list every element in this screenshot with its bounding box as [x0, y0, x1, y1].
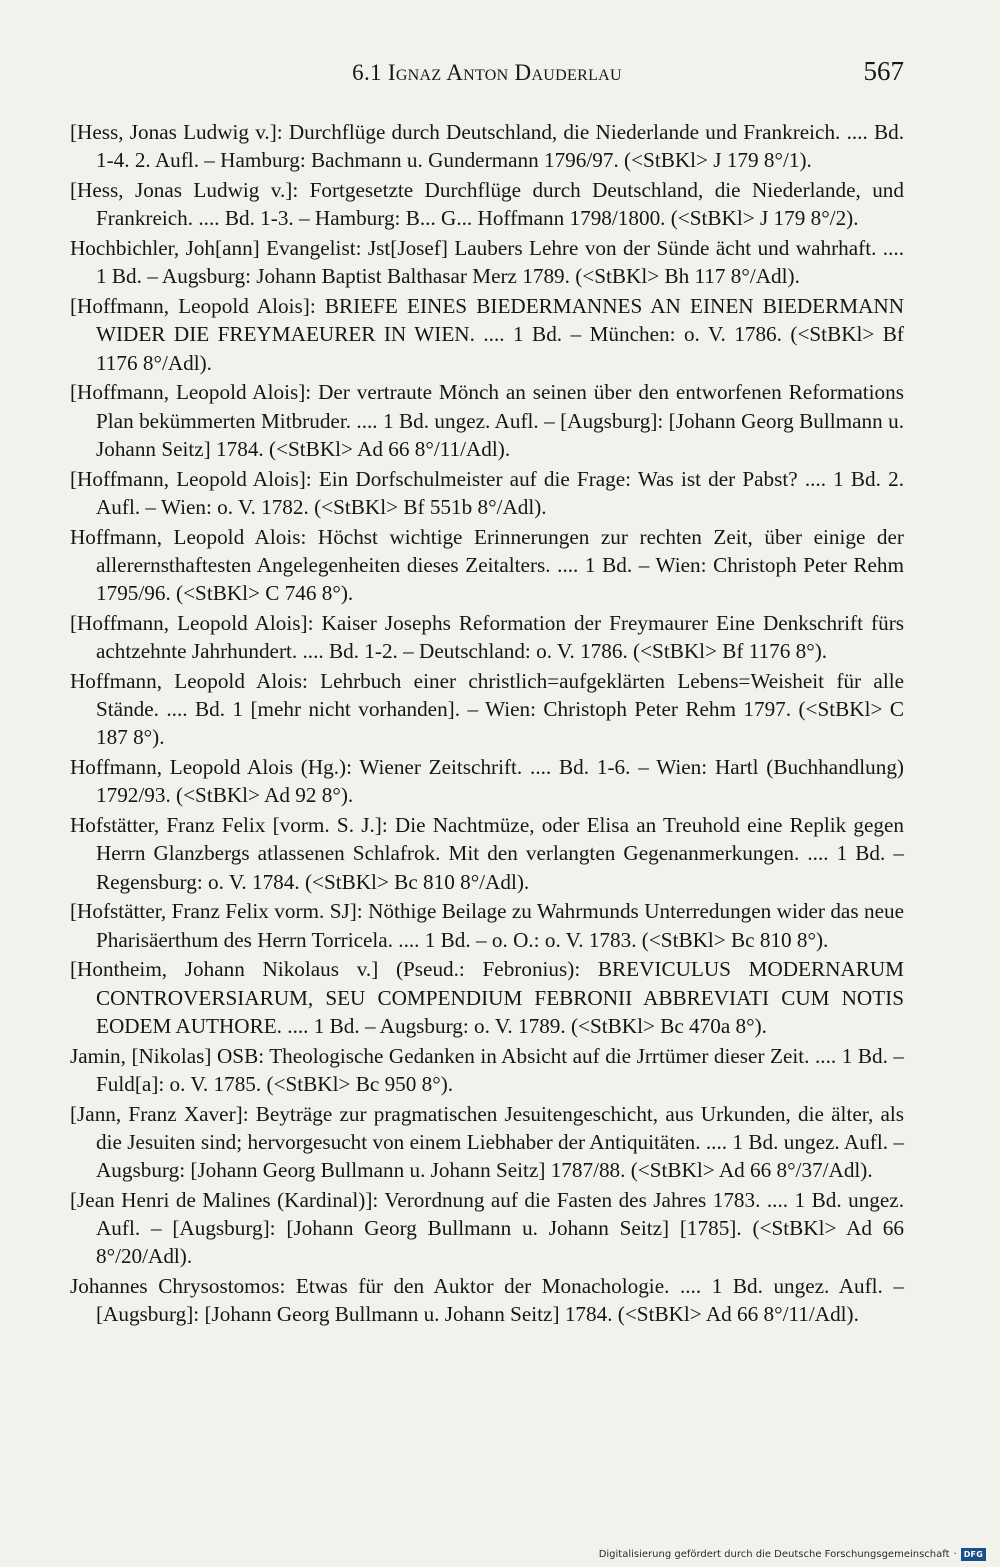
bibliography-list — [70, 118, 904, 1330]
section-title: Ignaz Anton Dauderlau — [387, 60, 622, 85]
bibliography-entry: Hofstätter, Franz Felix [vorm. S. J.]: Die Nachtmüze, oder Elisa an Treuhold eine Replik gegen Herrn Glanzbergs atlassenen Schlafrok. Mit den verlangten Gegenanmerkungen. .... 1 Bd. – Regensburg: o. V. 1784. (<StBKl> Bc 810 8°/Adl). — [70, 813, 904, 894]
running-header — [70, 58, 904, 92]
bibliography-entry: Hoffmann, Leopold Alois: Lehrbuch einer christlich=aufgeklärten Lebens=Weisheit für alle Stände. .... Bd. 1 [mehr nicht vorhanden]. – Wien: Christoph Peter Rehm 1797. (<StBKl> C 187 8°). — [70, 668, 904, 750]
bibliography-entry: Hochbichler, Joh[ann] Evangelist: Jst[Josef] Laubers Lehre von der Sünde ächt und wahrhaft. .... 1 Bd. – Augsburg: Johann Baptist Balthasar Merz 1789. (<StBKl> Bh 117 8°/Adl). — [70, 235, 904, 289]
bibliography-entry: [Hoffmann, Leopold Alois]: Der vertraute Mönch an seinen über den entworfenen Reformations Plan bekümmerten Mitbruder. .... 1 Bd. ungez. Aufl. – [Augsburg]: [Johann Georg Bullmann u. Johann Seitz] 1784. (<StBKl> Ad 66 8°/11/Adl). — [70, 380, 904, 461]
section-number: 6.1 — [352, 60, 382, 85]
separator-dot: · — [953, 1548, 957, 1560]
bibliography-entry: [Hofstätter, Franz Felix vorm. SJ]: Nöthige Beilage zu Wahrmunds Unterredungen wider das neue Pharisäerthum des Herrn Torricela. .... 1 Bd. – o. O.: o. V. 1783. (<StBKl> Bc 810 8°). — [70, 899, 904, 952]
digitization-credit — [599, 1547, 986, 1561]
bibliography-entry: [Hess, Jonas Ludwig v.]: Durchflüge durch Deutschland, die Niederlande und Frankreich. .... Bd. 1-4. 2. Aufl. – Hamburg: Bachmann u. Gundermann 1796/97. (<StBKl> J 179 8°/1). — [70, 120, 904, 173]
bibliography-entry: [Hoffmann, Leopold Alois]: Ein Dorfschulmeister auf die Frage: Was ist der Pabst? .... 1 Bd. 2. Aufl. – Wien: o. V. 1782. (<StBKl> Bf 551b 8°/Adl). — [70, 466, 904, 519]
bibliography-entry: [Hess, Jonas Ludwig v.]: Fortgesetzte Durchflüge durch Deutschland, die Niederlande, und Frankreich. .... Bd. 1-3. – Hamburg: B... G... Hoffmann 1798/1800. (<StBKl> J 179 8°/2). — [70, 177, 904, 231]
page-number: 567 — [863, 56, 904, 86]
bibliography-entry: [Jann, Franz Xaver]: Beyträge zur pragmatischen Jesuitengeschicht, aus Urkunden, die älter, als die Jesuiten sind; hervorgesucht von einem Liebhaber der Antiquitäten. .... 1 Bd. ungez. Aufl. – Augsburg: [Johann Georg Bullmann u. Johann Seitz] 1787/88. (<StBKl> Ad 66 8°/37/Adl). — [70, 1101, 904, 1183]
dfg-logo: DFG — [961, 1548, 986, 1561]
bibliography-entry: Johannes Chrysostomos: Etwas für den Auktor der Monachologie. .... 1 Bd. ungez. Aufl. – [Augsburg]: [Johann Georg Bullmann u. Johann Seitz] 1784. (<StBKl> Ad 66 8°/11/Adl). — [70, 1274, 904, 1327]
bibliography-entry: Jamin, [Nikolas] OSB: Theologische Gedanken in Absicht auf die Jrrtümer dieser Zeit. .... 1 Bd. – Fuld[a]: o. V. 1785. (<StBKl> Bc 950 8°). — [70, 1043, 904, 1096]
section-heading — [70, 60, 904, 86]
bibliography-entry: [Hoffmann, Leopold Alois]: Kaiser Josephs Reformation der Freymaurer Eine Denkschrift fürs achtzehnte Jahrhundert. .... Bd. 1-2. – Deutschland: o. V. 1786. (<StBKl> Bf 1176 8°). — [70, 610, 904, 664]
credit-text: Digitalisierung gefördert durch die Deutsche Forschungsgemeinschaft — [598, 1548, 950, 1560]
bibliography-entry: Hoffmann, Leopold Alois (Hg.): Wiener Zeitschrift. .... Bd. 1-6. – Wien: Hartl (Buchhandlung) 1792/93. (<StBKl> Ad 92 8°). — [70, 755, 904, 808]
bibliography-entry: Hoffmann, Leopold Alois: Höchst wichtige Erinnerungen zur rechten Zeit, über einige der allerernsthaftesten Angelegenheiten dieses Zeitalters. .... 1 Bd. – Wien: Christoph Peter Rehm 1795/96. (<StBKl> C 746 8°). — [70, 524, 904, 606]
bibliography-entry: [Hoffmann, Leopold Alois]: BRIEFE EINES BIEDERMANNES AN EINEN BIEDERMANN WIDER DIE FREYMAEURER IN WIEN. .... 1 Bd. – München: o. V. 1786. (<StBKl> Bf 1176 8°/Adl). — [70, 293, 904, 375]
bibliography-entry: [Jean Henri de Malines (Kardinal)]: Verordnung auf die Fasten des Jahres 1783. .... 1 Bd. ungez. Aufl. – [Augsburg]: [Johann Georg Bullmann u. Johann Seitz] [1785]. (<StBKl> Ad 66 8°/20/Adl). — [70, 1187, 904, 1269]
bibliography-entry: [Hontheim, Johann Nikolaus v.] (Pseud.: Febronius): BREVICULUS MODERNARUM CONTROVERSIARUM, SEU COMPENDIUM FEBRONII ABBREVIATI CUM NOTIS EODEM AUTHORE. .... 1 Bd. – Augsburg: o. V. 1789. (<StBKl> Bc 470a 8°). — [70, 957, 904, 1038]
